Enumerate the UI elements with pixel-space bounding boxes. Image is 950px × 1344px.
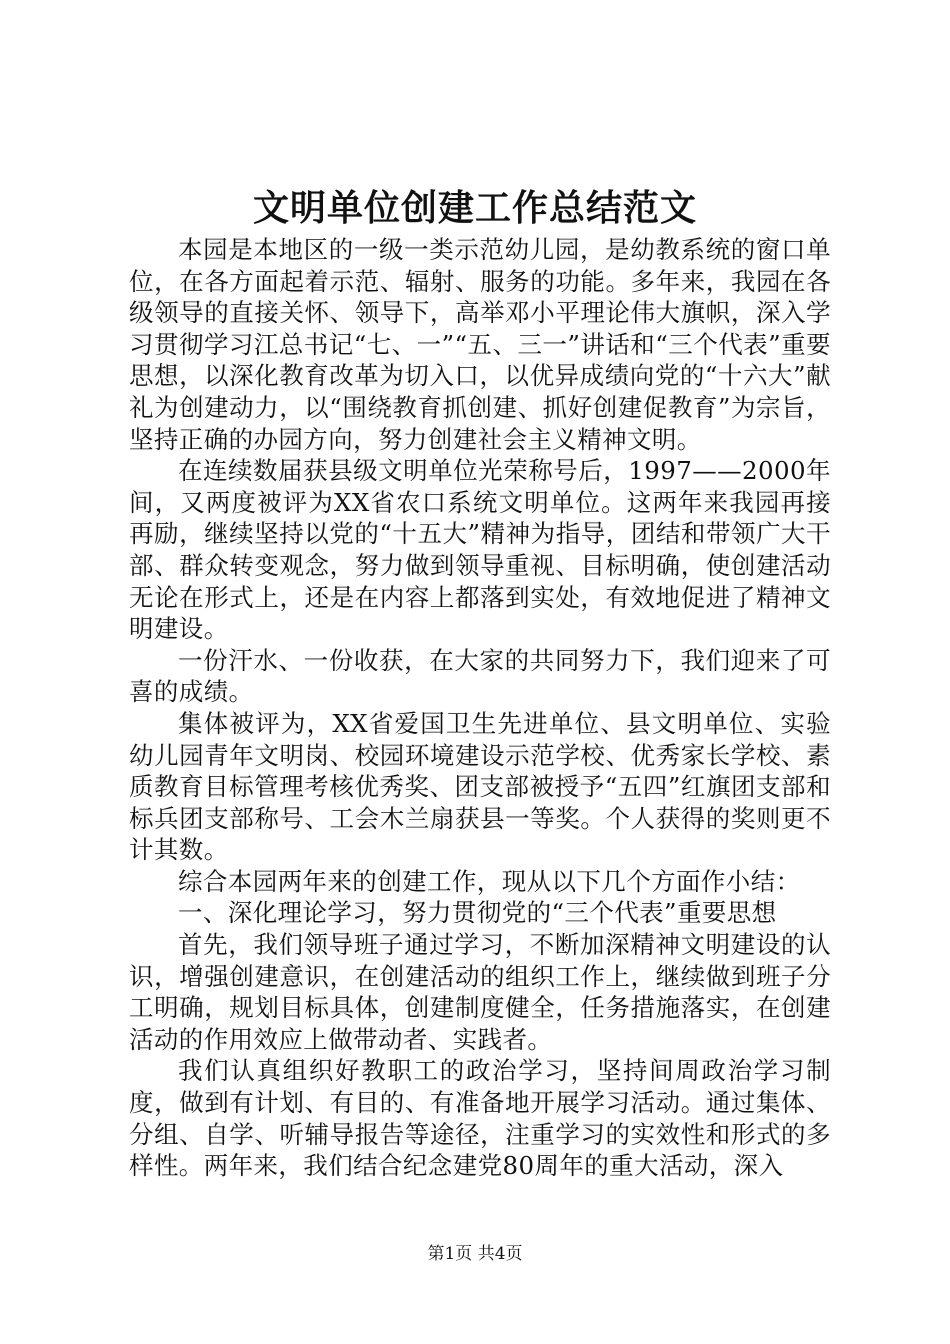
paragraph: 在连续数届获县级文明单位光荣称号后，1997——2000年间，又两度被评为XX省农口系统文明单位。这两年来我园再接再励，继续坚持以党的“十五大”精神为指导，团结和带领广大干部、群众转变观念，努力做到领导重视、目标明确，使创建活动无论在形式上，还是在内容上都落到实处，有效地促进了精神文明建设。 xyxy=(129,456,831,644)
paragraph: 首先，我们领导班子通过学习，不断加深精神文明建设的认识，增强创建意识，在创建活动的组织工作上，继续做到班子分工明确，规划目标具体，创建制度健全，任务措施落实，在创建活动的作用效应上做带动者、实践者。 xyxy=(129,930,831,1054)
section-heading: 一、深化理论学习，努力贯彻党的“三个代表”重要思想 xyxy=(178,898,777,928)
paragraph: 综合本园两年来的创建工作，现从以下几个方面作小结： xyxy=(178,866,801,896)
page-footer: 第1页 共4页 xyxy=(427,1244,523,1264)
paragraph: 本园是本地区的一级一类示范幼儿园，是幼教系统的窗口单位，在各方面起着示范、辐射、服务的功能。多年来，我园在各级领导的直接关怀、领导下，高举邓小平理论伟大旗帜，深入学习贯彻学习江总书记“七、一”“五、三一”讲话和“三个代表”重要思想，以深化教育改革为切入口，以优异成绩向党的“十六大”献礼为创建动力，以“围绕教育抓创建、抓好创建促教育”为宗旨，坚持正确的办园方向，努力创建社会主义精神文明。 xyxy=(129,235,831,454)
document-body xyxy=(129,234,831,1182)
paragraph: 集体被评为，XX省爱国卫生先进单位、县文明单位、实验幼儿园青年文明岗、校园环境建设示范学校、优秀家长学校、素质教育目标管理考核优秀奖、团支部被授予“五四”红旗团支部和标兵团支部称号、工会木兰扇获县一等奖。个人获得的奖则更不计其数。 xyxy=(129,708,831,865)
document-title: 文明单位创建工作总结范文 xyxy=(252,187,697,229)
paragraph: 一份汗水、一份收获，在大家的共同努力下，我们迎来了可喜的成绩。 xyxy=(129,645,831,707)
paragraph: 我们认真组织好教职工的政治学习，坚持间周政治学习制度，做到有计划、有目的、有准备地开展学习活动。通过集体、分组、自学、听辅导报告等途径，注重学习的实效性和形式的多样性。两年来，我们结合纪念建党80周年的重大活动，深入 xyxy=(129,1056,831,1181)
